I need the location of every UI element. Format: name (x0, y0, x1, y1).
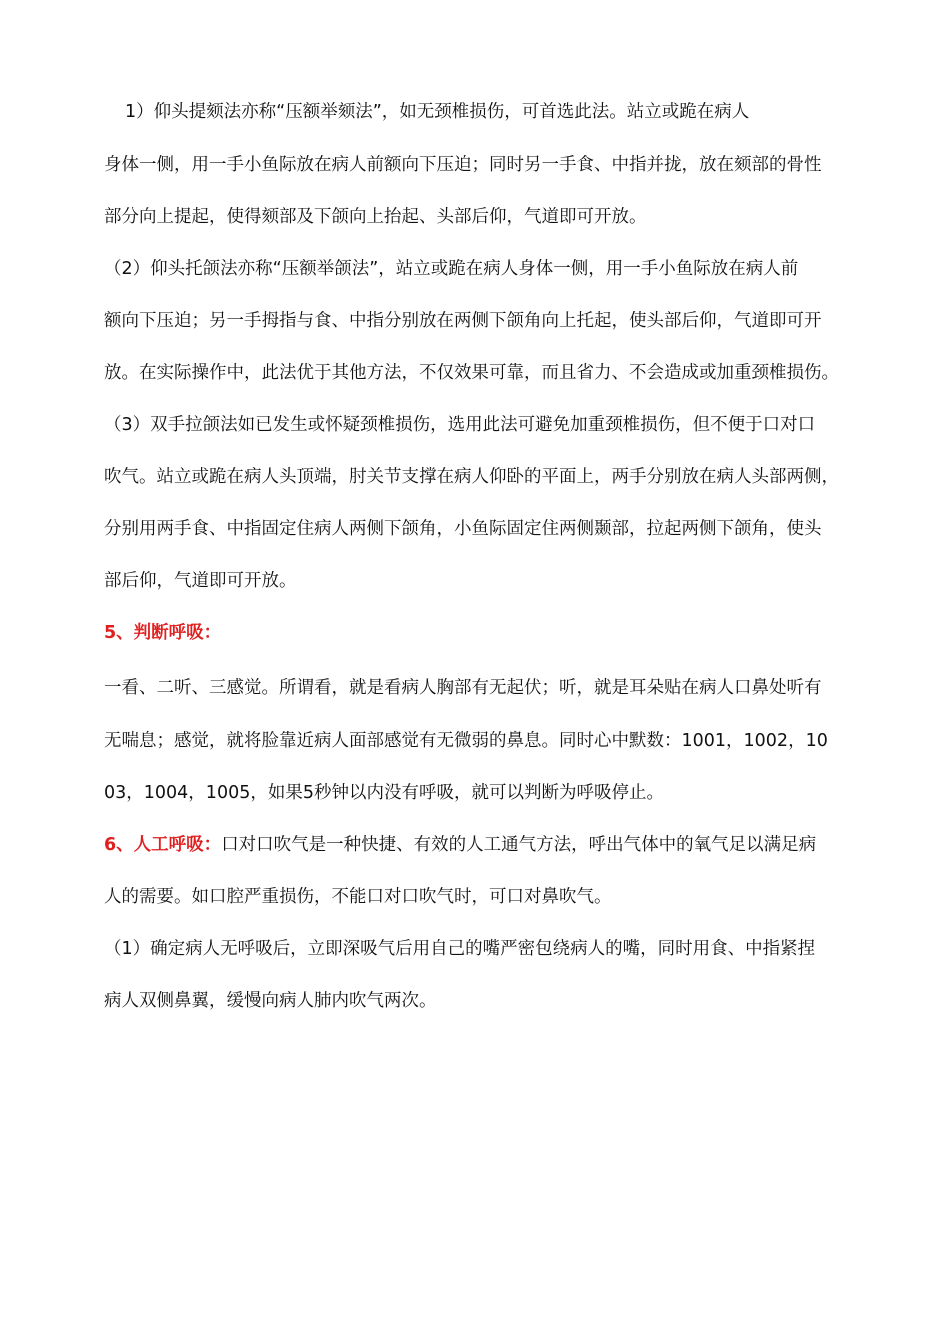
paragraph-line: 1）仰头提颏法亦称“压额举颏法”，如无颈椎损伤，可首选此法。站立或跪在病人 (125, 102, 750, 122)
paragraph-line: 分别用两手食、中指固定住病人两侧下颌角，小鱼际固定住两侧颞部，拉起两侧下颌角，使头 (104, 519, 822, 539)
paragraph-line: 人的需要。如口腔严重损伤，不能口对口吹气时，可口对鼻吹气。 (104, 887, 612, 907)
heading-inline-text: 口对口吹气是一种快捷、有效的人工通气方法，呼出气体中的氧气足以满足病 (221, 835, 817, 855)
paragraph-line: 部分向上提起，使得颏部及下颌向上抬起、头部后仰，气道即可开放。 (104, 207, 647, 227)
section-heading-judge-breathing: 5、判断呼吸： (104, 623, 222, 643)
paragraph-line: 身体一侧，用一手小鱼际放在病人前额向下压迫；同时另一手食、中指并拢，放在颏部的骨性 (104, 155, 822, 175)
paragraph-line: （3）双手拉颌法如已发生或怀疑颈椎损伤，选用此法可避免加重颈椎损伤，但不便于口对口 (104, 415, 816, 435)
paragraph-line: （2）仰头托颌法亦称“压额举颌法”，站立或跪在病人身体一侧，用一手小鱼际放在病人前 (104, 259, 799, 279)
paragraph-line: 03，1004，1005，如果5秒钟以内没有呼吸，就可以判断为呼吸停止。 (104, 783, 664, 803)
heading-label: 6、人工呼吸： (104, 835, 222, 855)
paragraph-line: 一看、二听、三感觉。所谓看，就是看病人胸部有无起伏；听，就是耳朵贴在病人口鼻处听有 (104, 678, 822, 698)
paragraph-line: 部后仰，气道即可开放。 (104, 571, 297, 591)
paragraph-line: 吹气。站立或跪在病人头顶端，肘关节支撑在病人仰卧的平面上，两手分别放在病人头部两侧， (104, 467, 839, 487)
paragraph-line: （1）确定病人无呼吸后，立即深吸气后用自己的嘴严密包绕病人的嘴，同时用食、中指紧捏 (104, 939, 816, 959)
paragraph-line: 额向下压迫；另一手拇指与食、中指分别放在两侧下颌角向上托起，使头部后仰，气道即可开 (104, 311, 822, 331)
section-heading-artificial-respiration (104, 834, 816, 856)
paragraph-line: 无喘息；感觉，就将脸靠近病人面部感觉有无微弱的鼻息。同时心中默数：1001，1002，10 (104, 731, 828, 751)
paragraph-line: 放。在实际操作中，此法优于其他方法，不仅效果可靠，而且省力、不会造成或加重颈椎损伤。 (104, 363, 839, 383)
paragraph-line: 病人双侧鼻翼，缓慢向病人肺内吹气两次。 (104, 991, 437, 1011)
